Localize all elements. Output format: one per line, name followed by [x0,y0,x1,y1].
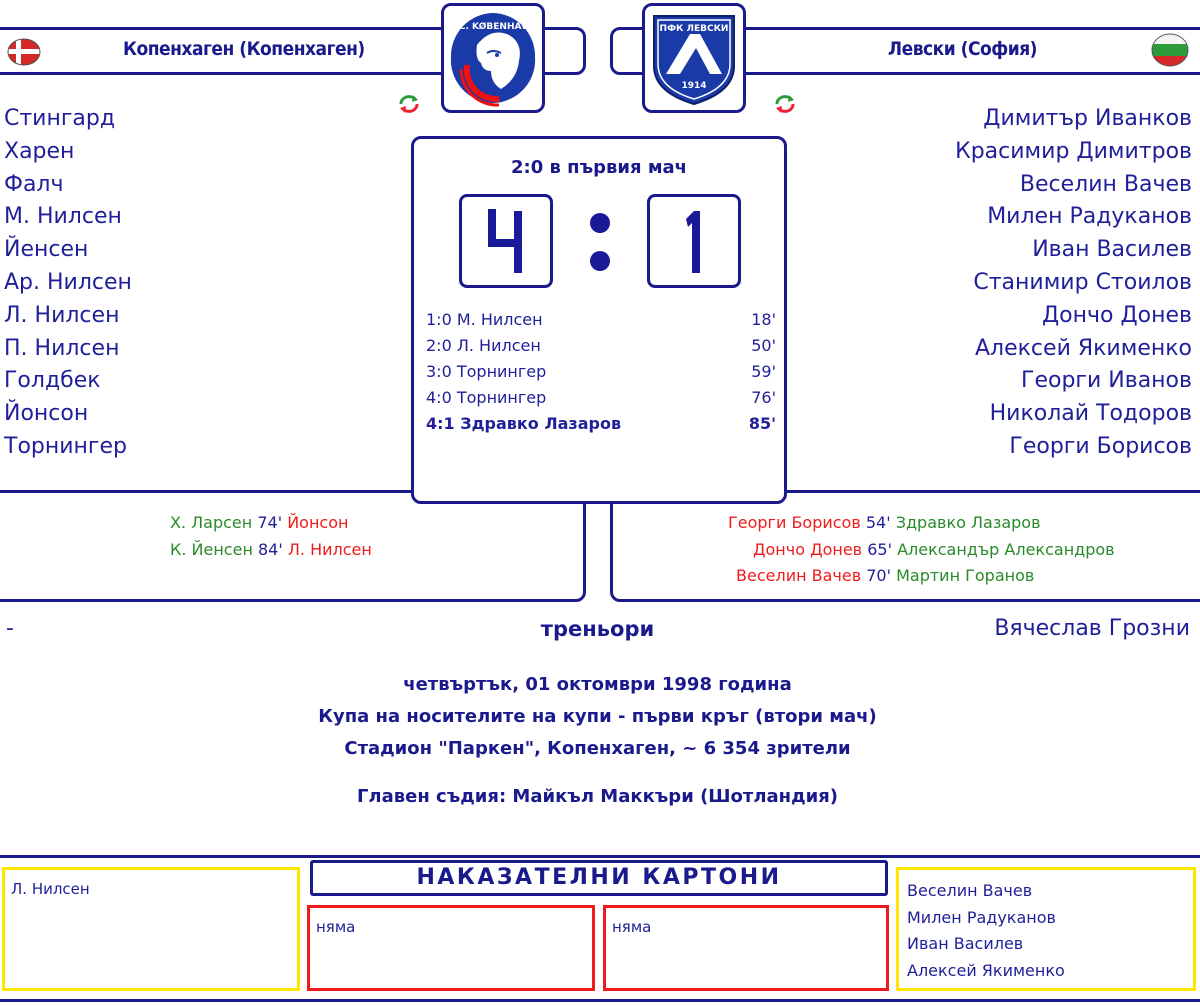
away-player[interactable]: Георги Борисов [1009,433,1192,459]
goal-row: 3:0 Торнингер 59' [426,359,776,385]
goal-minute: 18' [751,310,776,329]
sub-minute: 54' [865,513,891,532]
sub-in-player[interactable]: Мартин Горанов [896,566,1035,585]
score-separator-dot [590,251,610,271]
goal-scorer[interactable]: Л. Нилсен [456,336,541,355]
home-logo-text: F.C. KØBENHAVN [450,22,536,32]
home-score-box [459,194,553,288]
away-team-name[interactable]: Левски (София) [887,38,1037,60]
home-player[interactable]: Голдбек [4,368,101,394]
away-lineup [955,103,1192,464]
goal-row: 2:0 Л. Нилсен 50' [426,333,776,359]
home-player[interactable]: Фалч [4,171,64,197]
home-red-cards [307,905,595,991]
match-referee: Главен съдия: Майкъл Маккъри (Шотландия) [356,786,839,807]
goal-minute: 76' [751,388,776,407]
away-logo-text: ПФК ЛЕВСКИ [659,24,729,34]
home-team-name[interactable]: Копенхаген (Копенхаген) [123,38,365,60]
home-player[interactable]: Йонсон [4,401,89,427]
away-score-box [647,194,741,288]
red-card-player: няма [316,918,356,936]
home-yellow-cards [2,867,300,991]
goal-row: 1:0 М. Нилсен 18' [426,307,776,333]
away-player[interactable]: Иван Василев [1032,237,1192,263]
away-player[interactable]: Красимир Димитров [955,138,1192,164]
home-player[interactable]: Стингард [4,106,116,131]
match-venue: Стадион "Паркен", Копенхаген, ~ 6 354 зрители [344,738,851,759]
goal-row: 4:0 Торнингер 76' [426,385,776,411]
away-player[interactable]: Веселин Вачев [1019,171,1192,197]
away-yellow-cards [896,867,1196,991]
home-substitutions [170,510,372,563]
home-player[interactable]: П. Нилсен [4,335,120,361]
away-player[interactable]: Станимир Стоилов [973,269,1192,295]
away-player[interactable]: Николай Тодоров [989,401,1192,427]
substitution-row [728,510,1115,537]
yellow-card-player[interactable]: Милен Радуканов [907,907,1056,927]
home-lineup [4,103,132,464]
yellow-card-player[interactable]: Иван Василев [907,934,1024,953]
sub-out-player[interactable]: Веселин Вачев [736,566,862,585]
goals-list [426,307,776,437]
sub-out-player[interactable]: Георги Борисов [728,513,861,532]
goal-minute: 59' [751,362,776,381]
home-score-digit [462,197,550,285]
substitution-arrows-icon [773,94,797,114]
sub-in-player[interactable]: Александър Александров [897,539,1115,559]
away-player[interactable]: Георги Иванов [1021,368,1192,394]
away-team-logo[interactable] [642,3,746,113]
away-score-digit [650,197,738,285]
away-player[interactable]: Димитър Иванков [983,106,1192,131]
away-player[interactable]: Алексей Якименко [975,335,1192,361]
match-competition[interactable]: Купа на носителите на купи - първи кръг (втори мач) [318,706,877,727]
sub-out-player[interactable]: Дончо Донев [753,539,863,559]
home-player[interactable]: Ар. Нилсен [4,269,132,295]
score-separator-dot [590,213,610,233]
sub-in-player[interactable]: Здравко Лазаров [895,513,1041,532]
fc-kobenhavn-lion-icon [447,9,539,107]
home-player[interactable]: М. Нилсен [4,204,122,230]
pfk-levski-shield-icon [648,8,740,108]
away-coach[interactable]: Вячеслав Грозни [994,616,1190,641]
sub-minute: 74' [257,513,283,532]
substitution-row [170,510,372,537]
coaches-label: треньори [540,617,655,641]
goal-scorer[interactable]: Торнингер [456,388,547,407]
away-substitutions [728,510,1115,590]
goal-scorer[interactable]: М. Нилсен [456,310,543,329]
sub-in-player[interactable]: Х. Ларсен [170,513,253,532]
denmark-flag-icon [6,37,42,67]
substitution-row [170,537,372,564]
sub-minute: 65' [867,539,892,559]
match-date: четвъртък, 01 октомври 1998 година [403,674,792,695]
first-leg-result: 2:0 в първия мач [510,157,688,178]
sub-minute: 70' [866,566,891,585]
cards-title: НАКАЗАТЕЛНИ КАРТОНИ [310,860,888,896]
yellow-card-player[interactable]: Алексей Якименко [907,960,1065,980]
away-red-cards [603,905,889,991]
away-logo-year: 1914 [681,81,707,91]
sub-out-player[interactable]: Л. Нилсен [287,539,372,559]
goal-minute: 50' [751,336,776,355]
goal-row: 4:1 Здравко Лазаров 85' [426,411,776,437]
home-player[interactable]: Л. Нилсен [4,302,120,328]
sub-minute: 84' [258,539,283,559]
away-player[interactable]: Милен Радуканов [987,204,1192,230]
home-player[interactable]: Харен [4,138,75,164]
sub-out-player[interactable]: Йонсон [287,513,349,532]
goal-minute: 85' [748,414,776,433]
substitution-row [728,537,1115,564]
substitution-row [728,563,1115,590]
goal-scorer[interactable]: Здравко Лазаров [460,414,622,433]
home-player[interactable]: Торнингер [4,433,127,459]
away-player[interactable]: Дончо Донев [1041,302,1192,328]
red-card-player: няма [612,918,652,936]
home-team-logo[interactable] [441,3,545,113]
substitution-arrows-icon [397,94,421,114]
yellow-card-player[interactable]: Л. Нилсен [11,880,90,898]
sub-in-player[interactable]: К. Йенсен [170,539,253,559]
yellow-card-player[interactable]: Веселин Вачев [907,881,1033,900]
home-coach: - [6,616,14,641]
scoreboard [411,136,787,504]
home-player[interactable]: Йенсен [4,237,89,263]
bulgaria-flag-icon [1150,32,1190,68]
goal-scorer[interactable]: Торнингер [456,362,547,381]
